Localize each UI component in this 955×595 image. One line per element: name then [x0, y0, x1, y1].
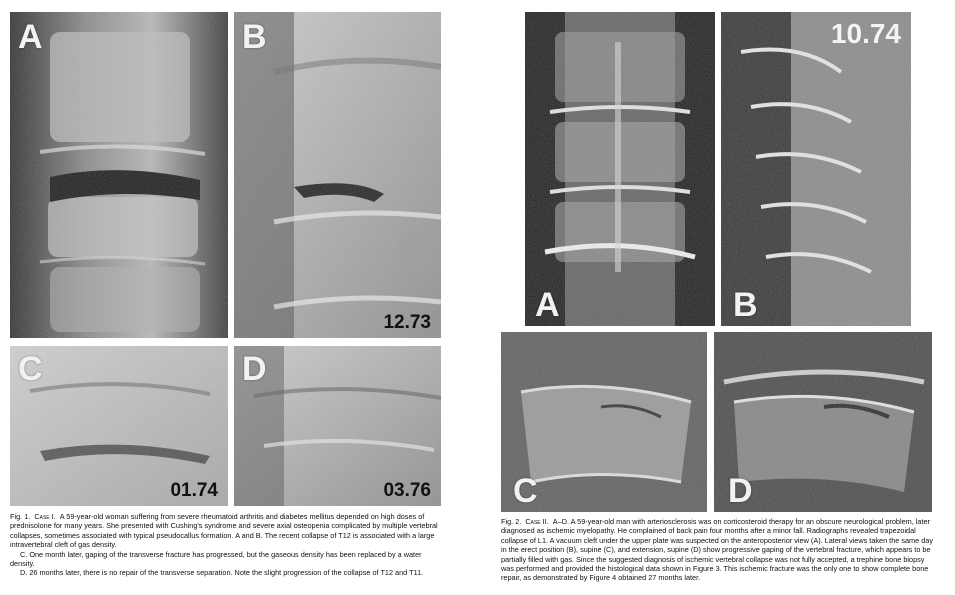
plate-letter: D — [728, 472, 753, 510]
plate-letter: C — [18, 350, 43, 388]
fig1-plate-b — [234, 12, 441, 338]
caption-paragraph: A 59-year-old woman suffering from severe rheumatoid arthritis and diabetes mellitus depended on high doses of prednisolone for many years. She presented with Cushing's syndrome and severe axial osteopenia complicated by multiple vertebral collapses, sometimes associated with typical pseudocallus formation. A and B. The recent collapse of T12 is associated with a large intravertebral cleft of gas density. — [10, 512, 438, 550]
plate-letter: B — [242, 18, 267, 56]
fig2-plate-b — [721, 12, 911, 326]
caption-case-label: Case I. — [34, 512, 56, 521]
plate-letter: D — [242, 350, 267, 388]
fig2-plate-a — [525, 12, 715, 326]
fig2-plate-a-radiograph — [525, 12, 715, 326]
plate-letter: C — [513, 472, 538, 510]
fig1-plate-b-radiograph — [234, 12, 441, 338]
fig2-plate-b-radiograph — [721, 12, 911, 326]
caption-paragraph: A–D. A 59-year-old man with arteriosclerosis was on corticosteroid therapy for an obscure neurological problem, later diagnosed as ischemic myelopathy. He complained of back pain four months after a minor fall. Radiographs revealed trapezoidal collapse of L1. A vacuum cleft under the upper plate was suspected on the anteroposterior view (A). Lateral views taken the same day in the erect position (B), supine (C), and extension, supine (D) show progressive gaping of the vertebral fracture, which appears to be partially filled with gas. Since the suggested diagnosis of ischemic vertebral collapse was not fully accepted, a trephine bone biopsy was performed and provided the histological data shown in Figure 3. This ischemic fracture was the only one to show complete bone repair, as demonstrated by Figure 4 obtained 27 months later. — [501, 517, 933, 583]
caption-paragraph: D. 26 months later, there is no repair of the transverse separation. Note the slight progression of the collapse of T12 and T11. — [20, 568, 424, 578]
plate-date: 01.74 — [170, 480, 218, 501]
caption-fig-label: Fig. 2. — [501, 517, 522, 526]
fig2-caption — [501, 517, 933, 583]
fig1-plate-c — [10, 346, 228, 506]
caption-paragraph: C. One month later, gaping of the transverse fracture has progressed, but the gaseous density has been replaced by a water density. — [10, 549, 422, 569]
fig1-caption — [10, 512, 442, 578]
fig1-plate-a-radiograph — [10, 12, 228, 338]
fig1-plate-d — [234, 346, 441, 506]
caption-fig-label: Fig. 1. — [10, 512, 31, 521]
plate-date: 10.74 — [830, 18, 901, 49]
fig2-plate-d — [714, 332, 932, 512]
caption-case-label: Case II. — [525, 517, 549, 526]
plate-letter: A — [18, 18, 43, 56]
fig2-plate-c — [501, 332, 707, 512]
plate-date: 03.76 — [383, 480, 431, 501]
plate-letter: B — [733, 286, 758, 324]
plate-date: 12.73 — [383, 312, 431, 333]
plate-letter: A — [535, 286, 560, 324]
fig1-plate-a — [10, 12, 228, 338]
